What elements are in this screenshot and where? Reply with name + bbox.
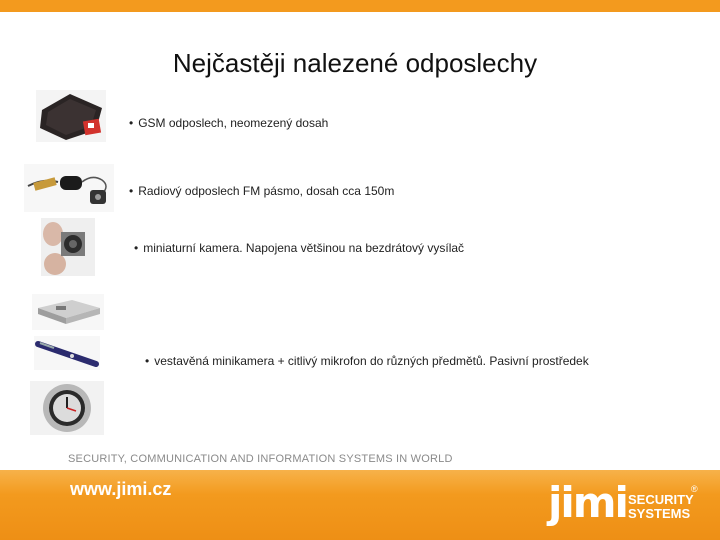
- website-link[interactable]: www.jimi.cz: [70, 479, 172, 499]
- pen-camera-image: [34, 336, 100, 370]
- fm-bug-image: [24, 164, 114, 212]
- bullet-icon: •: [145, 354, 150, 368]
- logo-line-1: SECURITY: [628, 492, 694, 507]
- logo-line-2: SYSTEMS: [628, 506, 691, 521]
- list-item: [129, 116, 328, 130]
- top-accent-bar: [0, 0, 720, 12]
- list-item: [134, 241, 464, 255]
- watch-camera-image: [30, 381, 104, 435]
- gsm-bug-image: [36, 90, 106, 142]
- bullet-icon: •: [129, 184, 134, 198]
- footer-tagline: SECURITY, COMMUNICATION AND INFORMATION SYSTEMS IN WORLD: [68, 453, 453, 465]
- logo-brand: jimi: [548, 478, 627, 527]
- list-item-text: Radiový odposlech FM pásmo, dosah cca 150m: [138, 184, 395, 198]
- jimi-logo: [548, 480, 708, 536]
- list-item-text: GSM odposlech, neomezený dosah: [138, 116, 329, 130]
- device-image: [32, 294, 104, 330]
- list-item: [129, 184, 394, 198]
- mini-camera-image: [41, 218, 95, 276]
- bullet-icon: •: [129, 116, 134, 130]
- bullet-icon: •: [134, 241, 139, 255]
- list-item-text: miniaturní kamera. Napojena většinou na bezdrátový vysílač: [143, 241, 465, 255]
- logo-subtitle: [628, 493, 694, 521]
- list-item: [145, 354, 589, 368]
- page-title: Nejčastěji nalezené odposlechy: [172, 48, 538, 78]
- registered-mark: ®: [691, 484, 698, 494]
- list-item-text: vestavěná minikamera + citlivý mikrofon do různých předmětů. Pasivní prostředek: [154, 354, 589, 368]
- footer-bar: [0, 470, 720, 540]
